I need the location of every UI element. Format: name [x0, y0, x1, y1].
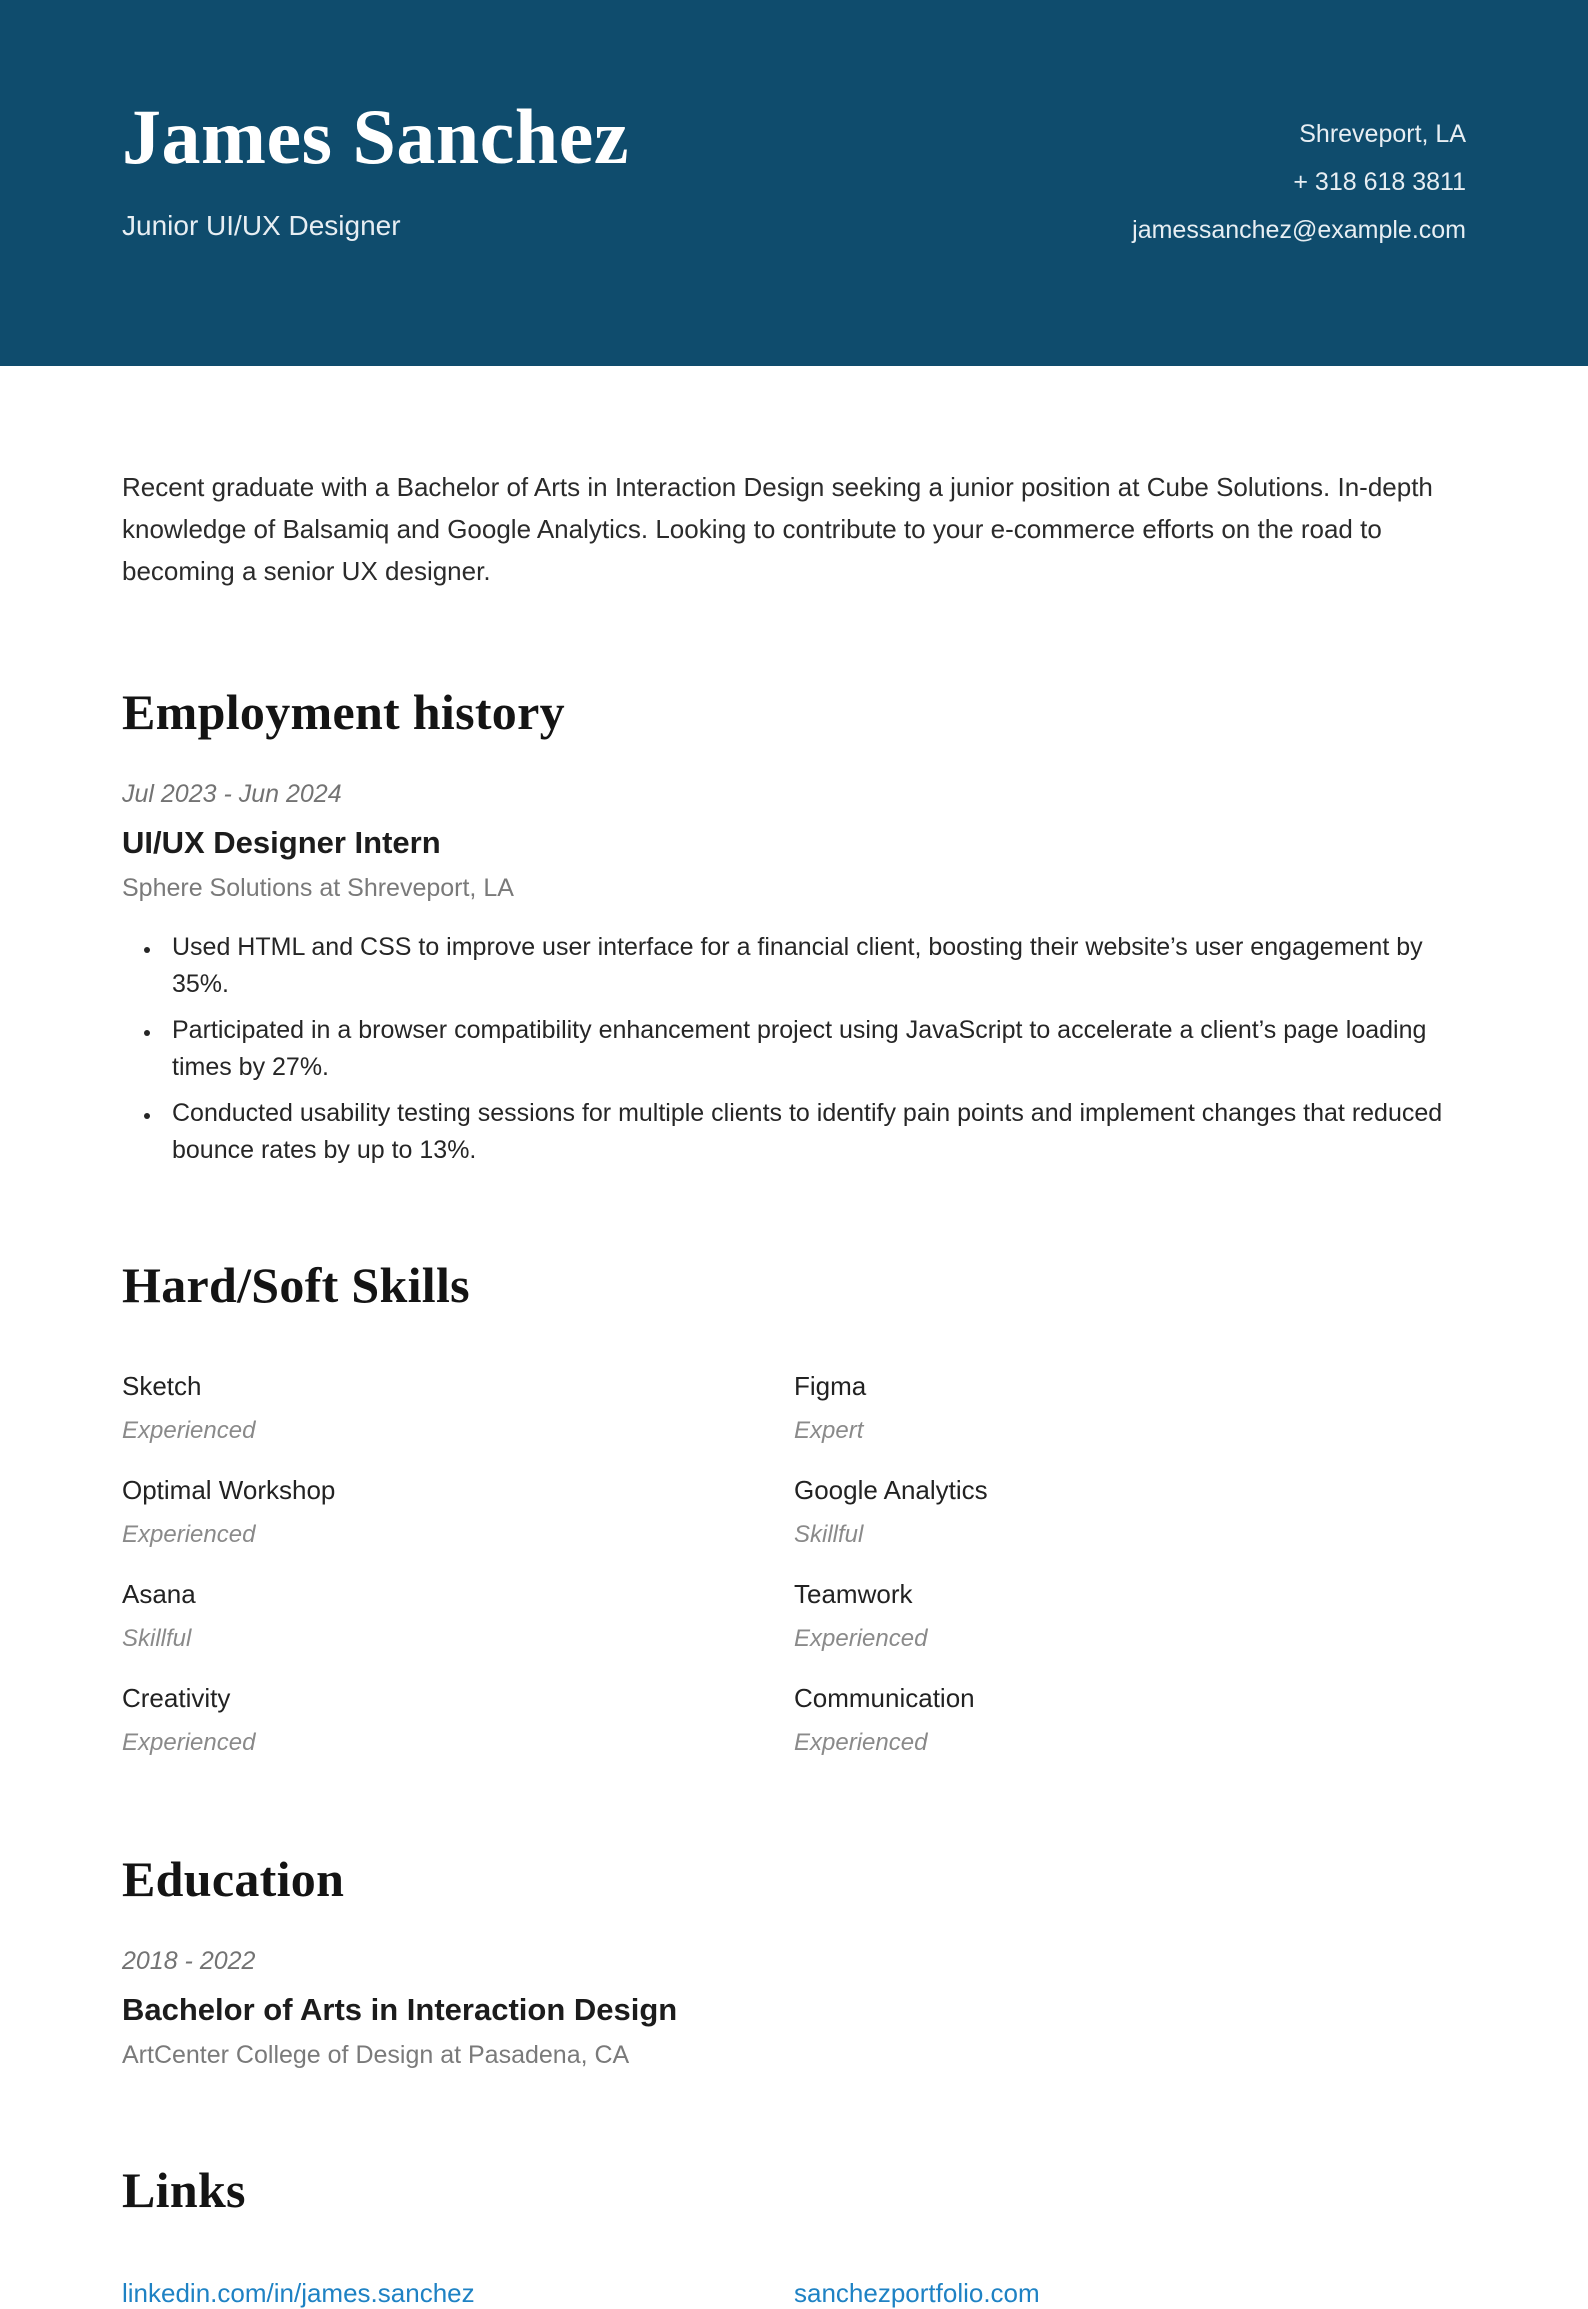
- contact-location: Shreveport, LA: [1299, 120, 1466, 148]
- education-dates: 2018 - 2022: [122, 1947, 256, 1975]
- page-title: James Sanchez: [122, 93, 629, 180]
- job-bullet: • Conducted usability testing sessions for multiple clients to identify pain points and implement changes that reduced bounce rates by up to 13%.: [162, 1095, 1466, 1169]
- skill-level: Expert: [794, 1417, 864, 1444]
- skill-name: Communication: [794, 1683, 975, 1713]
- degree-title: Bachelor of Arts in Interaction Design: [122, 1992, 678, 2027]
- links-heading: Links: [122, 2162, 246, 2218]
- skill-name: Google Analytics: [794, 1475, 988, 1505]
- resume-body: [0, 466, 1588, 2309]
- skill-item: [794, 1475, 1466, 1549]
- section-education: [122, 1849, 1466, 2070]
- skill-level: Experienced: [122, 1521, 256, 1548]
- contact-phone: + 318 618 3811: [1293, 168, 1466, 196]
- skill-name: Asana: [122, 1579, 196, 1609]
- skill-level: Skillful: [794, 1521, 864, 1548]
- job-dates: Jul 2023 - Jun 2024: [122, 780, 342, 808]
- skill-item: [122, 1683, 794, 1757]
- section-skills: [122, 1255, 1466, 1757]
- skill-level: Experienced: [122, 1729, 256, 1756]
- skill-level: Experienced: [794, 1729, 928, 1756]
- skill-level: Experienced: [794, 1625, 928, 1652]
- contact-email: jamessanchez@example.com: [1132, 216, 1466, 244]
- portfolio-link[interactable]: sanchezportfolio.com: [794, 2278, 1040, 2308]
- school-name: ArtCenter College of Design at Pasadena, CA: [122, 2041, 630, 2069]
- job-subtitle: Junior UI/UX Designer: [122, 210, 401, 241]
- education-heading: Education: [122, 1851, 345, 1907]
- section-employment: [122, 682, 1466, 1169]
- skill-name: Optimal Workshop: [122, 1475, 336, 1505]
- skill-item: [794, 1371, 1466, 1445]
- employment-heading: Employment history: [122, 684, 565, 740]
- skill-level: Skillful: [122, 1625, 192, 1652]
- skill-item: [122, 1475, 794, 1549]
- skills-heading: Hard/Soft Skills: [122, 1257, 470, 1313]
- job-company: Sphere Solutions at Shreveport, LA: [122, 874, 514, 902]
- job-bullet: • Used HTML and CSS to improve user interface for a financial client, boosting their website’s user engagement by 35%.: [162, 929, 1466, 1003]
- skill-item: [122, 1371, 794, 1445]
- skill-name: Teamwork: [794, 1579, 913, 1609]
- skill-name: Sketch: [122, 1371, 202, 1401]
- skill-item: [794, 1579, 1466, 1653]
- skill-item: [794, 1683, 1466, 1757]
- linkedin-link[interactable]: linkedin.com/in/james.sanchez: [122, 2278, 475, 2308]
- contact-block: [1132, 0, 1466, 254]
- job-bullet-list: [122, 929, 1466, 1169]
- section-links: [122, 2160, 1466, 2309]
- skill-name: Figma: [794, 1371, 867, 1401]
- links-grid: [122, 2278, 1466, 2309]
- summary-text: Recent graduate with a Bachelor of Arts in Interaction Design seeking a junior position at Cube Solutions. In-depth knowledge of Balsamiq and Google Analytics. Looking to contribute to your e-commerce efforts on the road to becoming a senior UX designer.: [122, 472, 1433, 586]
- resume-header: [0, 0, 1588, 366]
- skill-name: Creativity: [122, 1683, 231, 1713]
- skills-grid: [122, 1371, 1466, 1757]
- skill-item: [122, 1579, 794, 1653]
- job-entry: [122, 780, 1466, 1169]
- job-title: UI/UX Designer Intern: [122, 825, 441, 860]
- header-identity: [122, 0, 629, 242]
- job-bullet: • Participated in a browser compatibility enhancement project using JavaScript to accelerate a client’s page loading times by 27%.: [162, 1012, 1466, 1086]
- education-entry: [122, 1947, 1466, 2070]
- skill-level: Experienced: [122, 1417, 256, 1444]
